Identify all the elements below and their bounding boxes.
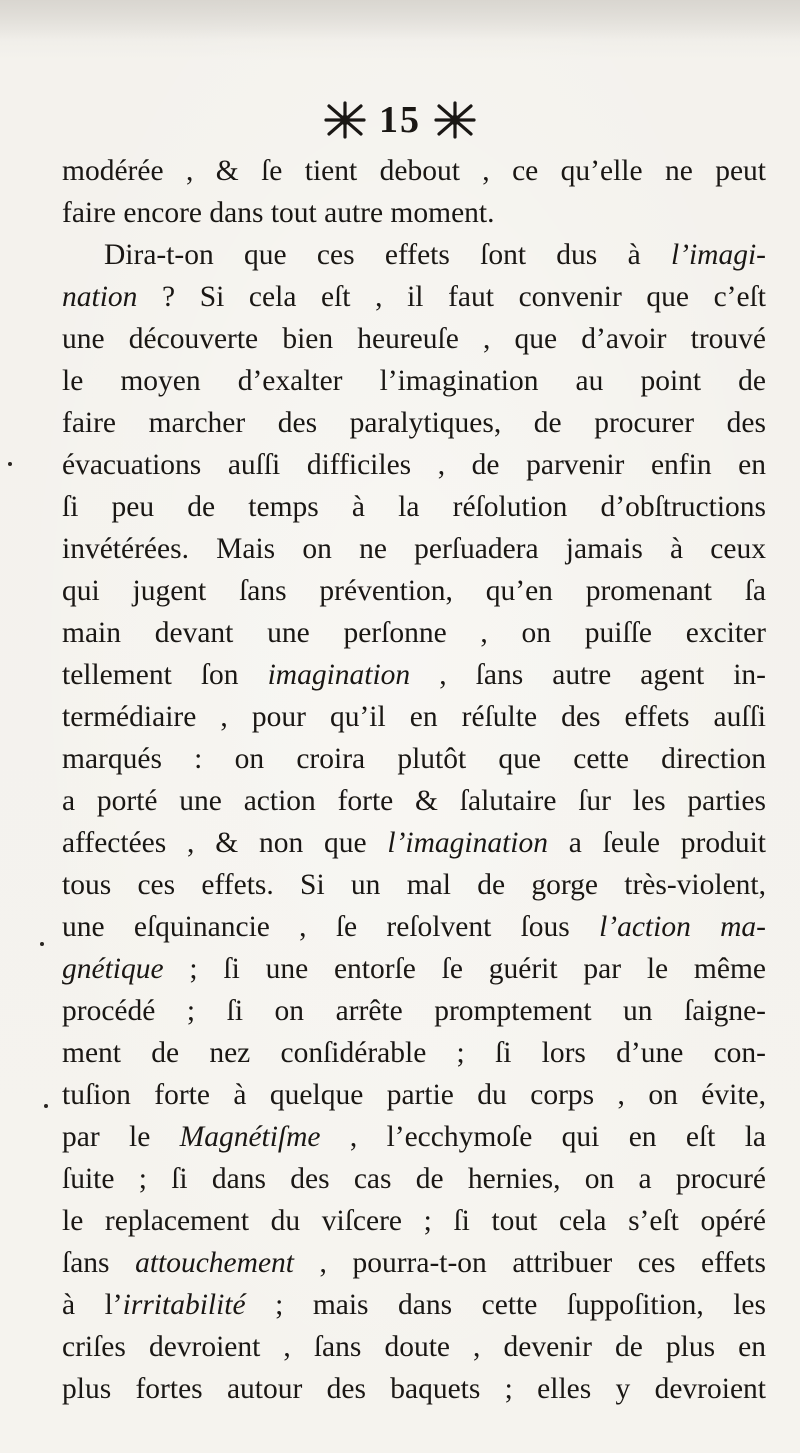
- text-line: [62, 780, 766, 822]
- text-line: [62, 948, 766, 990]
- line-text: termédiaire , pour qu’il en réſulte des effets auſſi: [62, 701, 766, 733]
- text-line: [62, 654, 766, 696]
- text-line: [62, 528, 766, 570]
- line-text: tous ces effets. Si un mal de gorge très-violent,: [62, 869, 766, 901]
- line-text: tellement ſon: [62, 659, 268, 691]
- text-line: [62, 1200, 766, 1242]
- text-line: [62, 318, 766, 360]
- italic-phrase: irritabilité: [122, 1289, 246, 1321]
- line-text: marqués : on croira plutôt que cette direction: [62, 743, 766, 775]
- line-text: faire encore dans tout autre moment.: [62, 197, 495, 229]
- line-text: Dira-t-on que ces effets ſont dus à: [104, 239, 671, 271]
- line-text: le replacement du viſcere ; ſi tout cela s’eſt opéré: [62, 1205, 766, 1237]
- line-text: criſes devroient , ſans doute , devenir de plus en: [62, 1331, 766, 1363]
- italic-phrase: l’action ma-: [599, 911, 766, 943]
- line-text: par le: [62, 1121, 180, 1153]
- line-text: évacuations auſſi difficiles , de parvenir enfin en: [62, 449, 766, 481]
- text-line: [62, 444, 766, 486]
- text-line: [62, 696, 766, 738]
- line-text: ; ſi une entorſe ſe guérit par le même: [163, 953, 766, 985]
- text-line: [62, 192, 766, 234]
- text-line: [62, 276, 766, 318]
- text-line: [62, 612, 766, 654]
- text-line: [62, 738, 766, 780]
- text-line: [62, 360, 766, 402]
- line-text: a ſeule produit: [547, 827, 766, 859]
- line-text: invétérées. Mais on ne perſuadera jamais à ceux: [62, 533, 766, 565]
- page-number: 15: [379, 99, 421, 141]
- page-header: [0, 92, 800, 148]
- line-text: ment de nez conſidérable ; ſi lors d’une con-: [62, 1037, 766, 1069]
- ink-speck: [44, 1104, 48, 1108]
- text-line: [62, 864, 766, 906]
- line-text: ſans: [62, 1247, 136, 1279]
- page-top-edge: [0, 0, 800, 40]
- line-text: , pourra-t-on attribuer ces effets: [294, 1247, 766, 1279]
- ornament-right-icon: [433, 100, 477, 140]
- text-line: [62, 990, 766, 1032]
- body-text: [62, 150, 766, 1410]
- line-text: , l’ecchymoſe qui en eſt la: [320, 1121, 766, 1153]
- text-line: [62, 822, 766, 864]
- ornament-left-icon: [323, 100, 367, 140]
- text-line: [62, 1116, 766, 1158]
- italic-phrase: imagination: [267, 659, 411, 691]
- line-text: ; mais dans cette ſuppoſition, les: [245, 1289, 766, 1321]
- line-text: procédé ; ſi on arrête promptement un ſaigne-: [62, 995, 766, 1027]
- line-text: main devant une perſonne , on puiſſe exciter: [62, 617, 766, 649]
- text-line: [62, 570, 766, 612]
- line-text: tuſion forte à quelque partie du corps , on évite,: [62, 1079, 766, 1111]
- text-line: [62, 1242, 766, 1284]
- text-line: [62, 1032, 766, 1074]
- line-text: le moyen d’exalter l’imagination au point de: [62, 365, 766, 397]
- italic-phrase: l’imagi-: [670, 239, 766, 271]
- line-text: , ſans autre agent in-: [410, 659, 766, 691]
- line-text: affectées , & non que: [62, 827, 388, 859]
- italic-phrase: gnétique: [62, 953, 164, 985]
- italic-phrase: l’imagination: [387, 827, 548, 859]
- text-line: [62, 1368, 766, 1410]
- text-line: [62, 1326, 766, 1368]
- line-text: modérée , & ſe tient debout , ce qu’elle ne peut: [62, 155, 766, 187]
- line-text: ſi peu de temps à la réſolution d’obſtructions: [62, 491, 766, 523]
- text-line: [62, 402, 766, 444]
- line-text: a porté une action forte & ſalutaire ſur les parties: [62, 785, 766, 817]
- line-text: une découverte bien heureuſe , que d’avoir trouvé: [62, 323, 766, 355]
- text-line: [62, 906, 766, 948]
- line-text: faire marcher des paralytiques, de procurer des: [62, 407, 766, 439]
- line-text: qui jugent ſans prévention, qu’en promenant ſa: [62, 575, 766, 607]
- ink-speck: [8, 462, 12, 466]
- text-line: [62, 234, 766, 276]
- text-line: [62, 1158, 766, 1200]
- italic-phrase: nation: [62, 281, 138, 313]
- line-text: ſuite ; ſi dans des cas de hernies, on a procuré: [62, 1163, 766, 1195]
- text-line: [62, 1074, 766, 1116]
- text-line: [62, 150, 766, 192]
- italic-phrase: Magnétiſme: [179, 1121, 321, 1153]
- ink-speck: [40, 942, 44, 946]
- text-line: [62, 1284, 766, 1326]
- line-text: ? Si cela eſt , il faut convenir que c’eſt: [137, 281, 766, 313]
- line-text: une eſquinancie , ſe reſolvent ſous: [62, 911, 600, 943]
- line-text: plus fortes autour des baquets ; elles y devroient: [62, 1373, 766, 1405]
- line-text: à l’: [62, 1289, 123, 1321]
- italic-phrase: attouchement: [135, 1247, 294, 1279]
- text-line: [62, 486, 766, 528]
